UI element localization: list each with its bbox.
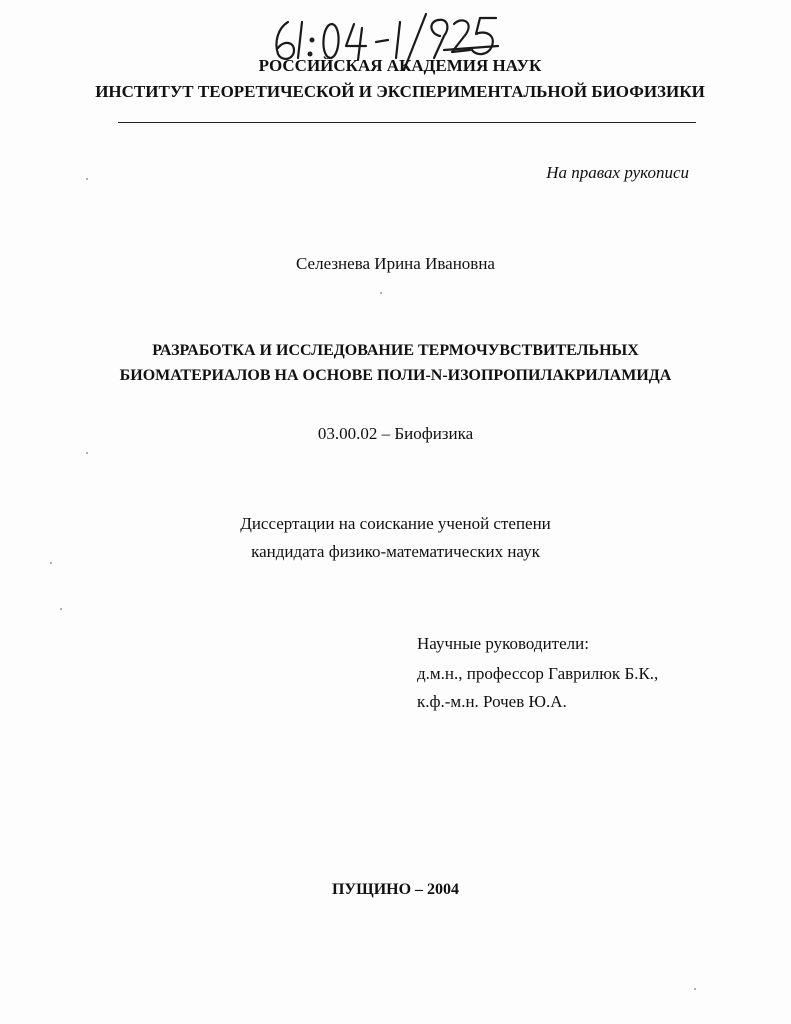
header-divider [118,122,696,123]
thesis-title-line-1: РАЗРАБОТКА И ИССЛЕДОВАНИЕ ТЕРМОЧУВСТВИТЕЛЬНЫХ [152,342,639,359]
supervisor-second: к.ф.-м.н. Рочев Ю.А. [417,692,567,711]
scan-speck [694,988,696,990]
scan-speck [60,608,62,610]
scan-speck [86,452,88,454]
scan-speck [50,562,52,564]
dissertation-line-1: Диссертации на соискание ученой степени [240,514,551,533]
supervisors-heading: Научные руководители: [417,634,589,653]
dissertation-line-2: кандидата физико-математических наук [251,542,540,561]
institute-name: ИНСТИТУТ ТЕОРЕТИЧЕСКОЙ И ЭКСПЕРИМЕНТАЛЬНОЙ БИОФИЗИКИ [95,82,705,101]
scan-speck [86,178,88,180]
city-year: ПУЩИНО – 2004 [331,881,460,898]
rights-note: На правах рукописи [546,163,689,182]
supervisor-first: д.м.н., профессор Гаврилюк Б.К., [417,664,659,683]
speciality-code: 03.00.02 – Биофизика [317,424,474,443]
scan-speck [380,292,382,294]
author-name: Селезнева Ирина Ивановна [296,254,495,273]
thesis-title-line-2: БИОМАТЕРИАЛОВ НА ОСНОВЕ ПОЛИ-N-ИЗОПРОПИЛАКРИЛАМИДА [119,367,672,384]
academy-name: РОССИЙСКАЯ АКАДЕМИЯ НАУК [258,56,542,75]
